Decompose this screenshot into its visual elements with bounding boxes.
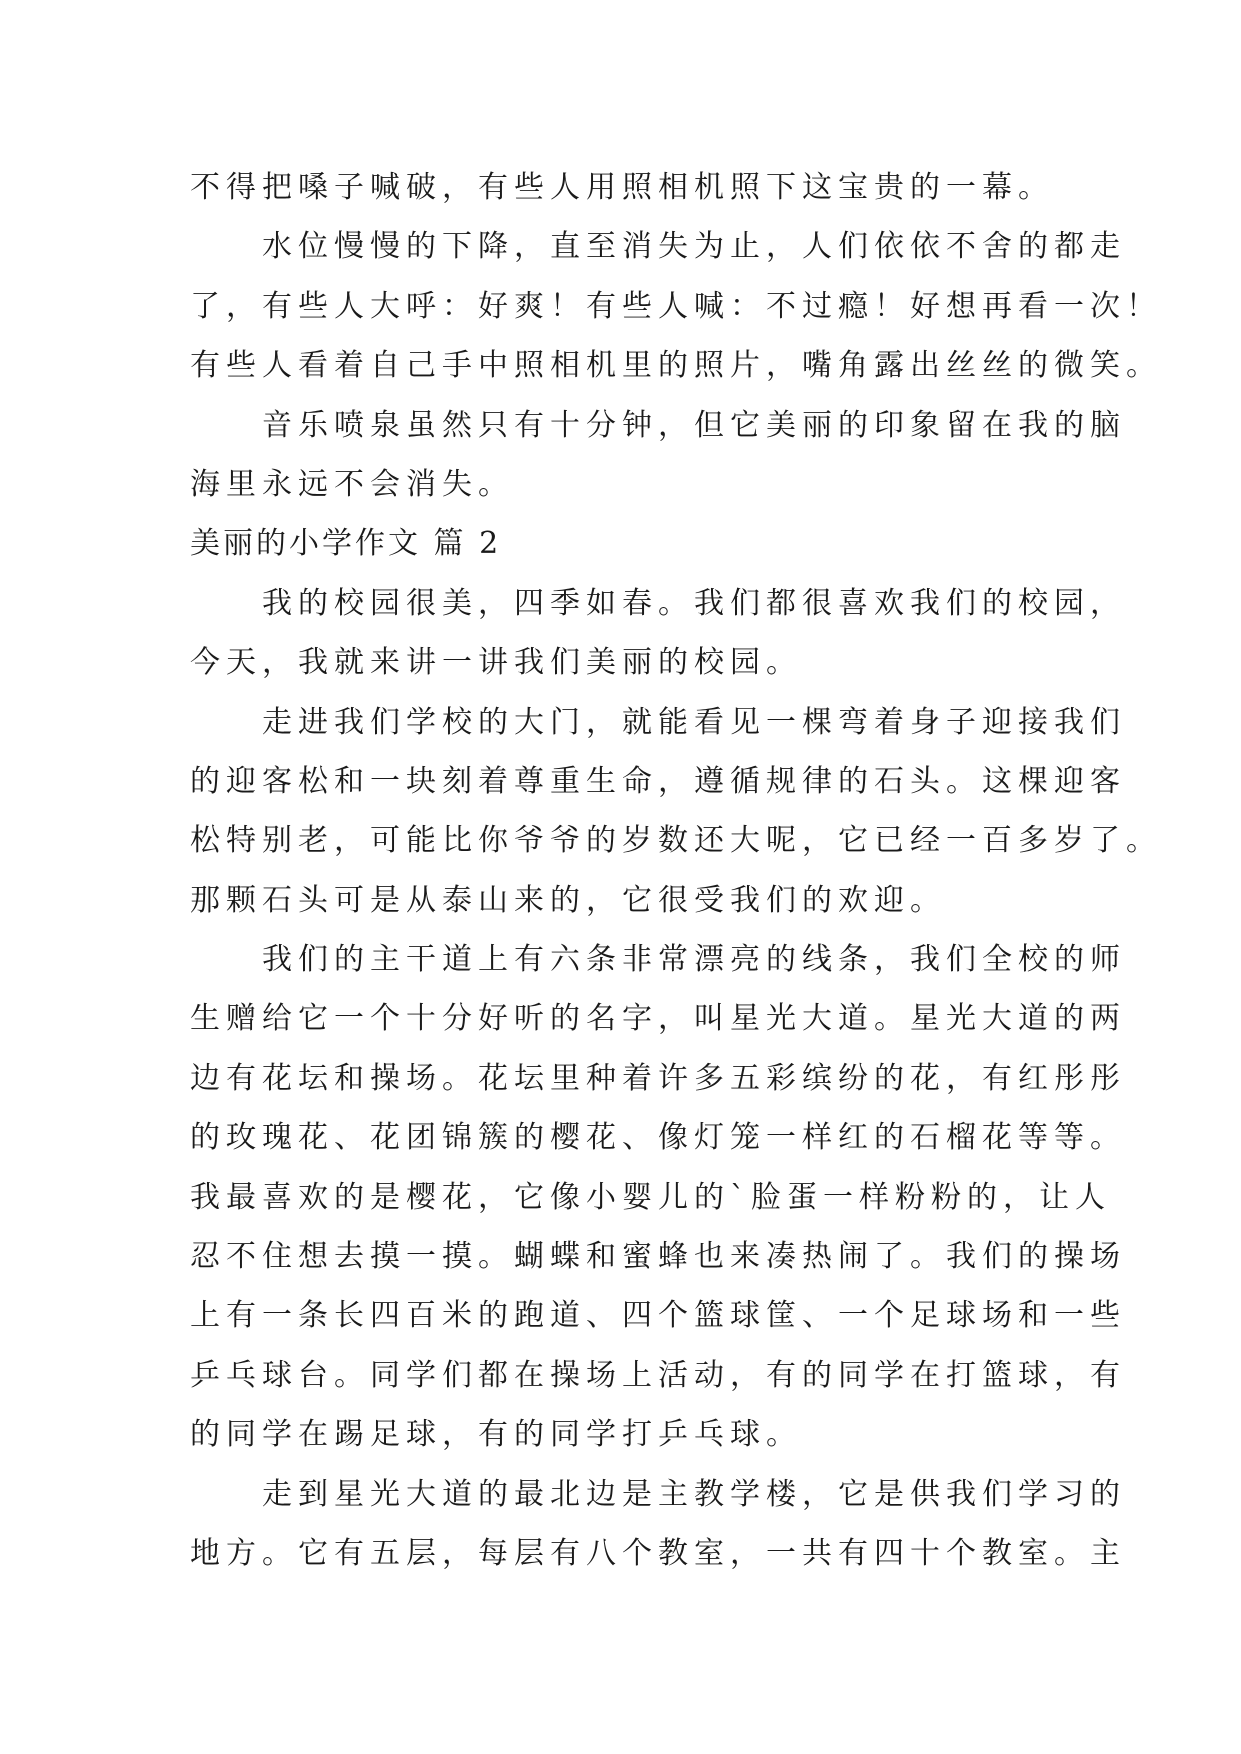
text-line: 边有花坛和操场。花坛里种着许多五彩缤纷的花，有红彤彤 bbox=[190, 1060, 1126, 1096]
text-line: 生赠给它一个十分好听的名字，叫星光大道。星光大道的两 bbox=[190, 1001, 1126, 1037]
text-line: 我最喜欢的是樱花，它像小婴儿的`脸蛋一样粉粉的，让人 bbox=[190, 1179, 1111, 1215]
section-title: 美丽的小学作文 篇 2 bbox=[190, 526, 502, 562]
text-line: 那颗石头可是从泰山来的，它很受我们的欢迎。 bbox=[190, 882, 946, 918]
text-line: 今天，我就来讲一讲我们美丽的校园。 bbox=[190, 645, 802, 681]
document-page bbox=[190, 158, 1162, 1583]
text-line: 不得把嗓子喊破，有些人用照相机照下这宝贵的一幕。 bbox=[190, 170, 1054, 205]
text-line: 乒乓球台。同学们都在操场上活动，有的同学在打篮球，有 bbox=[190, 1357, 1126, 1393]
text-line: 了，有些人大呼：好爽！有些人喊：不过瘾！好想再看一次！ bbox=[190, 288, 1162, 324]
paragraph-start-line: 音乐喷泉虽然只有十分钟，但它美丽的印象留在我的脑 bbox=[262, 407, 1126, 443]
paragraph-start-line: 我的校园很美，四季如春。我们都很喜欢我们的校园， bbox=[262, 585, 1126, 621]
paragraph-start-line: 水位慢慢的下降，直至消失为止，人们依依不舍的都走 bbox=[262, 229, 1126, 265]
text-line: 的迎客松和一块刻着尊重生命，遵循规律的石头。这棵迎客 bbox=[190, 763, 1126, 799]
text-line: 忍不住想去摸一摸。蝴蝶和蜜蜂也来凑热闹了。我们的操场 bbox=[190, 1239, 1126, 1275]
paragraph-start-line: 走进我们学校的大门，就能看见一棵弯着身子迎接我们 bbox=[262, 704, 1126, 740]
text-line: 上有一条长四百米的跑道、四个篮球筐、一个足球场和一些 bbox=[190, 1298, 1126, 1334]
text-line: 的同学在踢足球，有的同学打乒乓球。 bbox=[190, 1417, 802, 1453]
text-line: 海里永远不会消失。 bbox=[190, 466, 514, 502]
text-line: 松特别老，可能比你爷爷的岁数还大呢，它已经一百多岁了。 bbox=[190, 823, 1162, 859]
text-line: 有些人看着自己手中照相机里的照片，嘴角露出丝丝的微笑。 bbox=[190, 348, 1162, 384]
text-line: 的玫瑰花、花团锦簇的樱花、像灯笼一样红的石榴花等等。 bbox=[190, 1120, 1126, 1156]
paragraph-start-line: 走到星光大道的最北边是主教学楼，它是供我们学习的 bbox=[262, 1476, 1126, 1512]
text-line: 地方。它有五层，每层有八个教室，一共有四十个教室。主 bbox=[190, 1535, 1126, 1571]
paragraph-start-line: 我们的主干道上有六条非常漂亮的线条，我们全校的师 bbox=[262, 942, 1126, 978]
